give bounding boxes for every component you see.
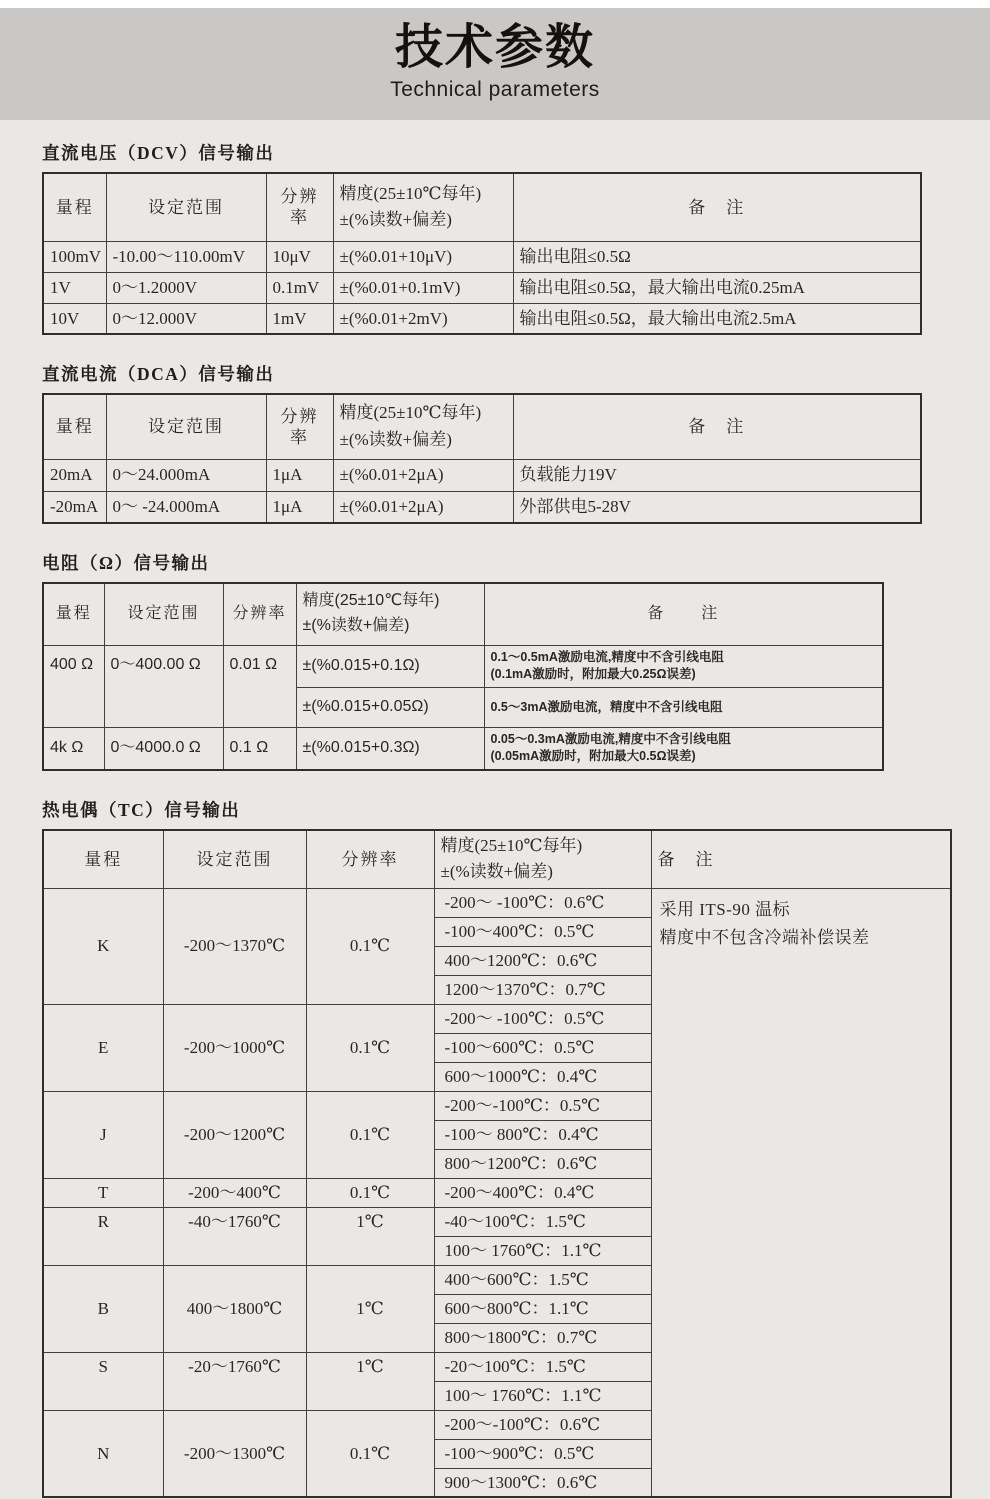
cell-accuracy: ±(%0.015+0.05Ω) [296,687,484,727]
cell-accuracy: -100～ 800℃：0.4℃ [434,1120,651,1149]
cell-resolution: 0.1℃ [306,1004,434,1091]
col-header-accuracy [333,173,513,241]
remark-line1: 采用 ITS-90 温标 [659,899,791,919]
cell-set-range: 0～1.2000V [106,272,266,303]
top-strip [0,0,990,8]
cell-resolution: 0.1℃ [306,1178,434,1207]
table-row [43,645,883,687]
header-row [43,394,921,459]
cell-accuracy: -20～100℃：1.5℃ [434,1352,651,1381]
col-header-set-range: 设定范围 [163,830,306,888]
cell-resolution: 1℃ [306,1265,434,1352]
cell-set-range: 0～12.000V [106,303,266,334]
page-title: 技术参数 [394,21,595,74]
cell-set-range: -200～400℃ [163,1178,306,1207]
section-dca [42,361,952,524]
cell-range: 4k Ω [43,727,104,770]
cell-resolution: 0.01 Ω [223,645,296,727]
cell-set-range: -20～1760℃ [163,1352,306,1410]
cell-accuracy: ±(%0.01+0.1mV) [333,272,513,303]
section-title-dca: 直流电流（DCA）信号输出 [42,364,275,384]
col-header-accuracy [333,394,513,459]
cell-accuracy: 600～1000℃：0.4℃ [434,1062,651,1091]
remark-line2: 精度中不包含冷端补偿误差 [659,928,870,948]
cell-accuracy: 900～1300℃：0.6℃ [434,1468,651,1497]
cell-set-range: 0～400.00 Ω [104,645,223,727]
col-header-accuracy [434,830,651,888]
cell-set-range: 0～ -24.000mA [106,491,266,523]
cell-accuracy: 100～ 1760℃：1.1℃ [434,1236,651,1265]
cell-set-range: 0～4000.0 Ω [104,727,223,770]
remark-line2: (0.05mA激励时，附加最大0.5Ω误差) [490,749,696,764]
table-row [43,888,951,917]
cell-resolution: 0.1℃ [306,1410,434,1497]
cell-set-range: -200～1370℃ [163,888,306,1004]
cell-remark [651,888,951,1497]
cell-accuracy: 400～1200℃：0.6℃ [434,946,651,975]
cell-resolution: 0.1mV [266,272,333,303]
header-row [43,173,921,241]
cell-resolution: 1℃ [306,1352,434,1410]
cell-set-range: -10.00～110.00mV [106,241,266,272]
cell-resolution: 0.1 Ω [223,727,296,770]
col-header-resolution: 分辨率 [306,830,434,888]
table-row [43,241,921,272]
cell-accuracy: ±(%0.01+2μA) [333,459,513,491]
cell-resolution: 1mV [266,303,333,334]
col-header-remark: 备 注 [651,830,951,888]
col-header-range: 量程 [43,583,104,645]
col-header-remark: 备 注 [513,394,921,459]
cell-remark [484,727,883,770]
table-row [43,272,921,303]
cell-remark: 输出电阻≤0.5Ω，最大输出电流0.25mA [513,272,921,303]
header-row [43,830,951,888]
table-row [43,459,921,491]
remark-line1: 0.1～0.5mA激励电流,精度中不含引线电阻 [490,650,724,665]
section-title-dcv: 直流电压（DCV）信号输出 [42,143,275,163]
cell-type: J [43,1091,163,1178]
col-header-resolution: 分辨率 [266,394,333,459]
col-header-range: 量程 [43,394,106,459]
cell-range: 20mA [43,459,106,491]
col-header-remark: 备 注 [513,173,921,241]
cell-accuracy: -40～100℃：1.5℃ [434,1207,651,1236]
table-row [43,303,921,334]
cell-type: R [43,1207,163,1265]
col-header-set-range: 设定范围 [106,394,266,459]
remark-line1: 0.05～0.3mA激励电流,精度中不含引线电阻 [490,732,731,747]
cell-accuracy: -200～-100℃：0.5℃ [434,1091,651,1120]
content [0,120,990,1498]
col-header-remark: 备 注 [484,583,883,645]
cell-range: 100mV [43,241,106,272]
cell-resolution: 0.1℃ [306,1091,434,1178]
cell-accuracy: -100～900℃：0.5℃ [434,1439,651,1468]
cell-type: S [43,1352,163,1410]
accuracy-header-line2: ±(%读数+偏差) [440,862,553,882]
section-title-tc: 热电偶（TC）信号输出 [42,800,241,820]
cell-type: T [43,1178,163,1207]
cell-remark [484,645,883,687]
accuracy-header-line2: ±(%读数+偏差) [339,210,452,230]
col-header-resolution: 分辨率 [223,583,296,645]
accuracy-header-line1: 精度(25±10℃每年) [440,835,583,855]
cell-accuracy: 1200～1370℃：0.7℃ [434,975,651,1004]
section-dcv [42,140,952,335]
cell-set-range: -200～1000℃ [163,1004,306,1091]
cell-accuracy: -200～400℃：0.4℃ [434,1178,651,1207]
page-header [0,8,990,120]
cell-accuracy: -100～400℃：0.5℃ [434,917,651,946]
cell-remark: 0.5～3mA激励电流，精度中不含引线电阻 [484,687,883,727]
cell-type: B [43,1265,163,1352]
section-tc [42,797,952,1498]
cell-accuracy: 800～1800℃：0.7℃ [434,1323,651,1352]
accuracy-header-line2: ±(%读数+偏差) [302,617,410,635]
ohm-table [42,582,884,771]
col-header-accuracy [296,583,484,645]
cell-type: E [43,1004,163,1091]
table-row [43,727,883,770]
cell-resolution: 1μA [266,459,333,491]
cell-set-range: -40～1760℃ [163,1207,306,1265]
cell-accuracy: ±(%0.015+0.3Ω) [296,727,484,770]
dca-table [42,393,922,524]
cell-range: 1V [43,272,106,303]
cell-accuracy: 100～ 1760℃：1.1℃ [434,1381,651,1410]
col-header-set-range: 设定范围 [104,583,223,645]
col-header-range: 量程 [43,830,163,888]
cell-resolution: 1℃ [306,1207,434,1265]
section-title-ohm: 电阻（Ω）信号输出 [42,553,210,573]
col-header-set-range: 设定范围 [106,173,266,241]
cell-accuracy: -100～600℃：0.5℃ [434,1033,651,1062]
remark-line2: (0.1mA激励时，附加最大0.25Ω误差) [490,667,696,681]
accuracy-header-line1: 精度(25±10℃每年) [339,183,482,203]
page-subtitle: Technical parameters [390,78,600,101]
cell-set-range: -200～1200℃ [163,1091,306,1178]
cell-set-range: 400～1800℃ [163,1265,306,1352]
cell-remark: 外部供电5-28V [513,491,921,523]
cell-accuracy: ±(%0.01+2mV) [333,303,513,334]
cell-accuracy: -200～ -100℃：0.5℃ [434,1004,651,1033]
cell-resolution: 0.1℃ [306,888,434,1004]
cell-accuracy: ±(%0.015+0.1Ω) [296,645,484,687]
cell-accuracy: 400～600℃：1.5℃ [434,1265,651,1294]
cell-remark: 输出电阻≤0.5Ω [513,241,921,272]
cell-resolution: 1μA [266,491,333,523]
dcv-table [42,172,922,335]
cell-accuracy: ±(%0.01+2μA) [333,491,513,523]
cell-set-range: 0～24.000mA [106,459,266,491]
cell-remark: 输出电阻≤0.5Ω，最大输出电流2.5mA [513,303,921,334]
cell-accuracy: 600～800℃：1.1℃ [434,1294,651,1323]
cell-range: 400 Ω [43,645,104,727]
cell-range: -20mA [43,491,106,523]
header-row [43,583,883,645]
section-ohm [42,550,952,771]
table-row [43,491,921,523]
col-header-resolution: 分辨率 [266,173,333,241]
cell-type: K [43,888,163,1004]
cell-accuracy: ±(%0.01+10μV) [333,241,513,272]
tc-table [42,829,952,1498]
col-header-range: 量程 [43,173,106,241]
cell-set-range: -200～1300℃ [163,1410,306,1497]
cell-range: 10V [43,303,106,334]
accuracy-header-line1: 精度(25±10℃每年) [339,403,482,423]
cell-remark: 负载能力19V [513,459,921,491]
cell-accuracy: 800～1200℃：0.6℃ [434,1149,651,1178]
cell-type: N [43,1410,163,1497]
cell-accuracy: -200～-100℃：0.6℃ [434,1410,651,1439]
accuracy-header-line1: 精度(25±10℃每年) [302,592,440,610]
accuracy-header-line2: ±(%读数+偏差) [339,429,452,449]
cell-accuracy: -200～ -100℃：0.6℃ [434,888,651,917]
cell-resolution: 10μV [266,241,333,272]
